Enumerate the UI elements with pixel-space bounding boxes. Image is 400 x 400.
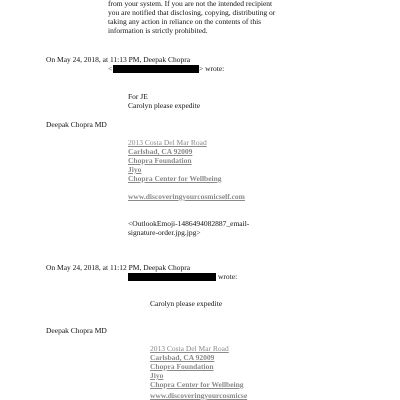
redaction-bar [113, 65, 199, 73]
email-header: On May 24, 2018, at 11:13 PM, Deepak Chopra [46, 55, 191, 64]
signature-address-link[interactable]: 2013 Costa Del Mar Road [150, 344, 229, 353]
redaction-bar [128, 273, 216, 281]
email-body-line: Carolyn please expedite [150, 299, 223, 308]
email-body-line: For JE [128, 92, 148, 101]
signature-website-link[interactable]: www.discoveringyourcosmicself.com [128, 192, 245, 201]
notice-line: you are notified that disclosing, copying, distributing or [108, 8, 276, 17]
signature-org-link[interactable]: Chopra Foundation [128, 156, 192, 165]
signature-city-link[interactable]: Carlsbad, CA 92009 [128, 147, 193, 156]
signature-website-link[interactable]: www.discoveringyourcosmicse [150, 391, 248, 400]
notice-line: from your system. If you are not the intended recipient [108, 0, 273, 8]
notice-line: taking any action in reliance on the contents of this [108, 17, 262, 26]
signature-address-link[interactable]: 2013 Costa Del Mar Road [128, 138, 207, 147]
signature-name: Deepak Chopra MD [46, 120, 107, 129]
email-wrote: wrote: [218, 272, 238, 281]
email-header: On May 24, 2018, at 11:12 PM, Deepak Chopra [46, 263, 191, 272]
signature-name: Deepak Chopra MD [46, 326, 107, 335]
notice-line: information is strictly prohibited. [108, 26, 208, 35]
signature-image-placeholder: signature-order.jpg.jpg> [128, 228, 201, 237]
email-body-line: Carolyn please expedite [128, 101, 201, 110]
signature-org-link[interactable]: Jiyo [150, 371, 164, 380]
signature-org-link[interactable]: Chopra Foundation [150, 362, 214, 371]
signature-city-link[interactable]: Carlsbad, CA 92009 [150, 353, 215, 362]
email-lt: < [108, 64, 113, 73]
signature-image-placeholder: <OutlookEmoji-1486494082887_email- [128, 219, 250, 228]
email-wrote: > wrote: [199, 64, 225, 73]
signature-org-link[interactable]: Chopra Center for Wellbeing [150, 380, 244, 389]
signature-org-link[interactable]: Jiyo [128, 165, 142, 174]
signature-org-link[interactable]: Chopra Center for Wellbeing [128, 174, 222, 183]
